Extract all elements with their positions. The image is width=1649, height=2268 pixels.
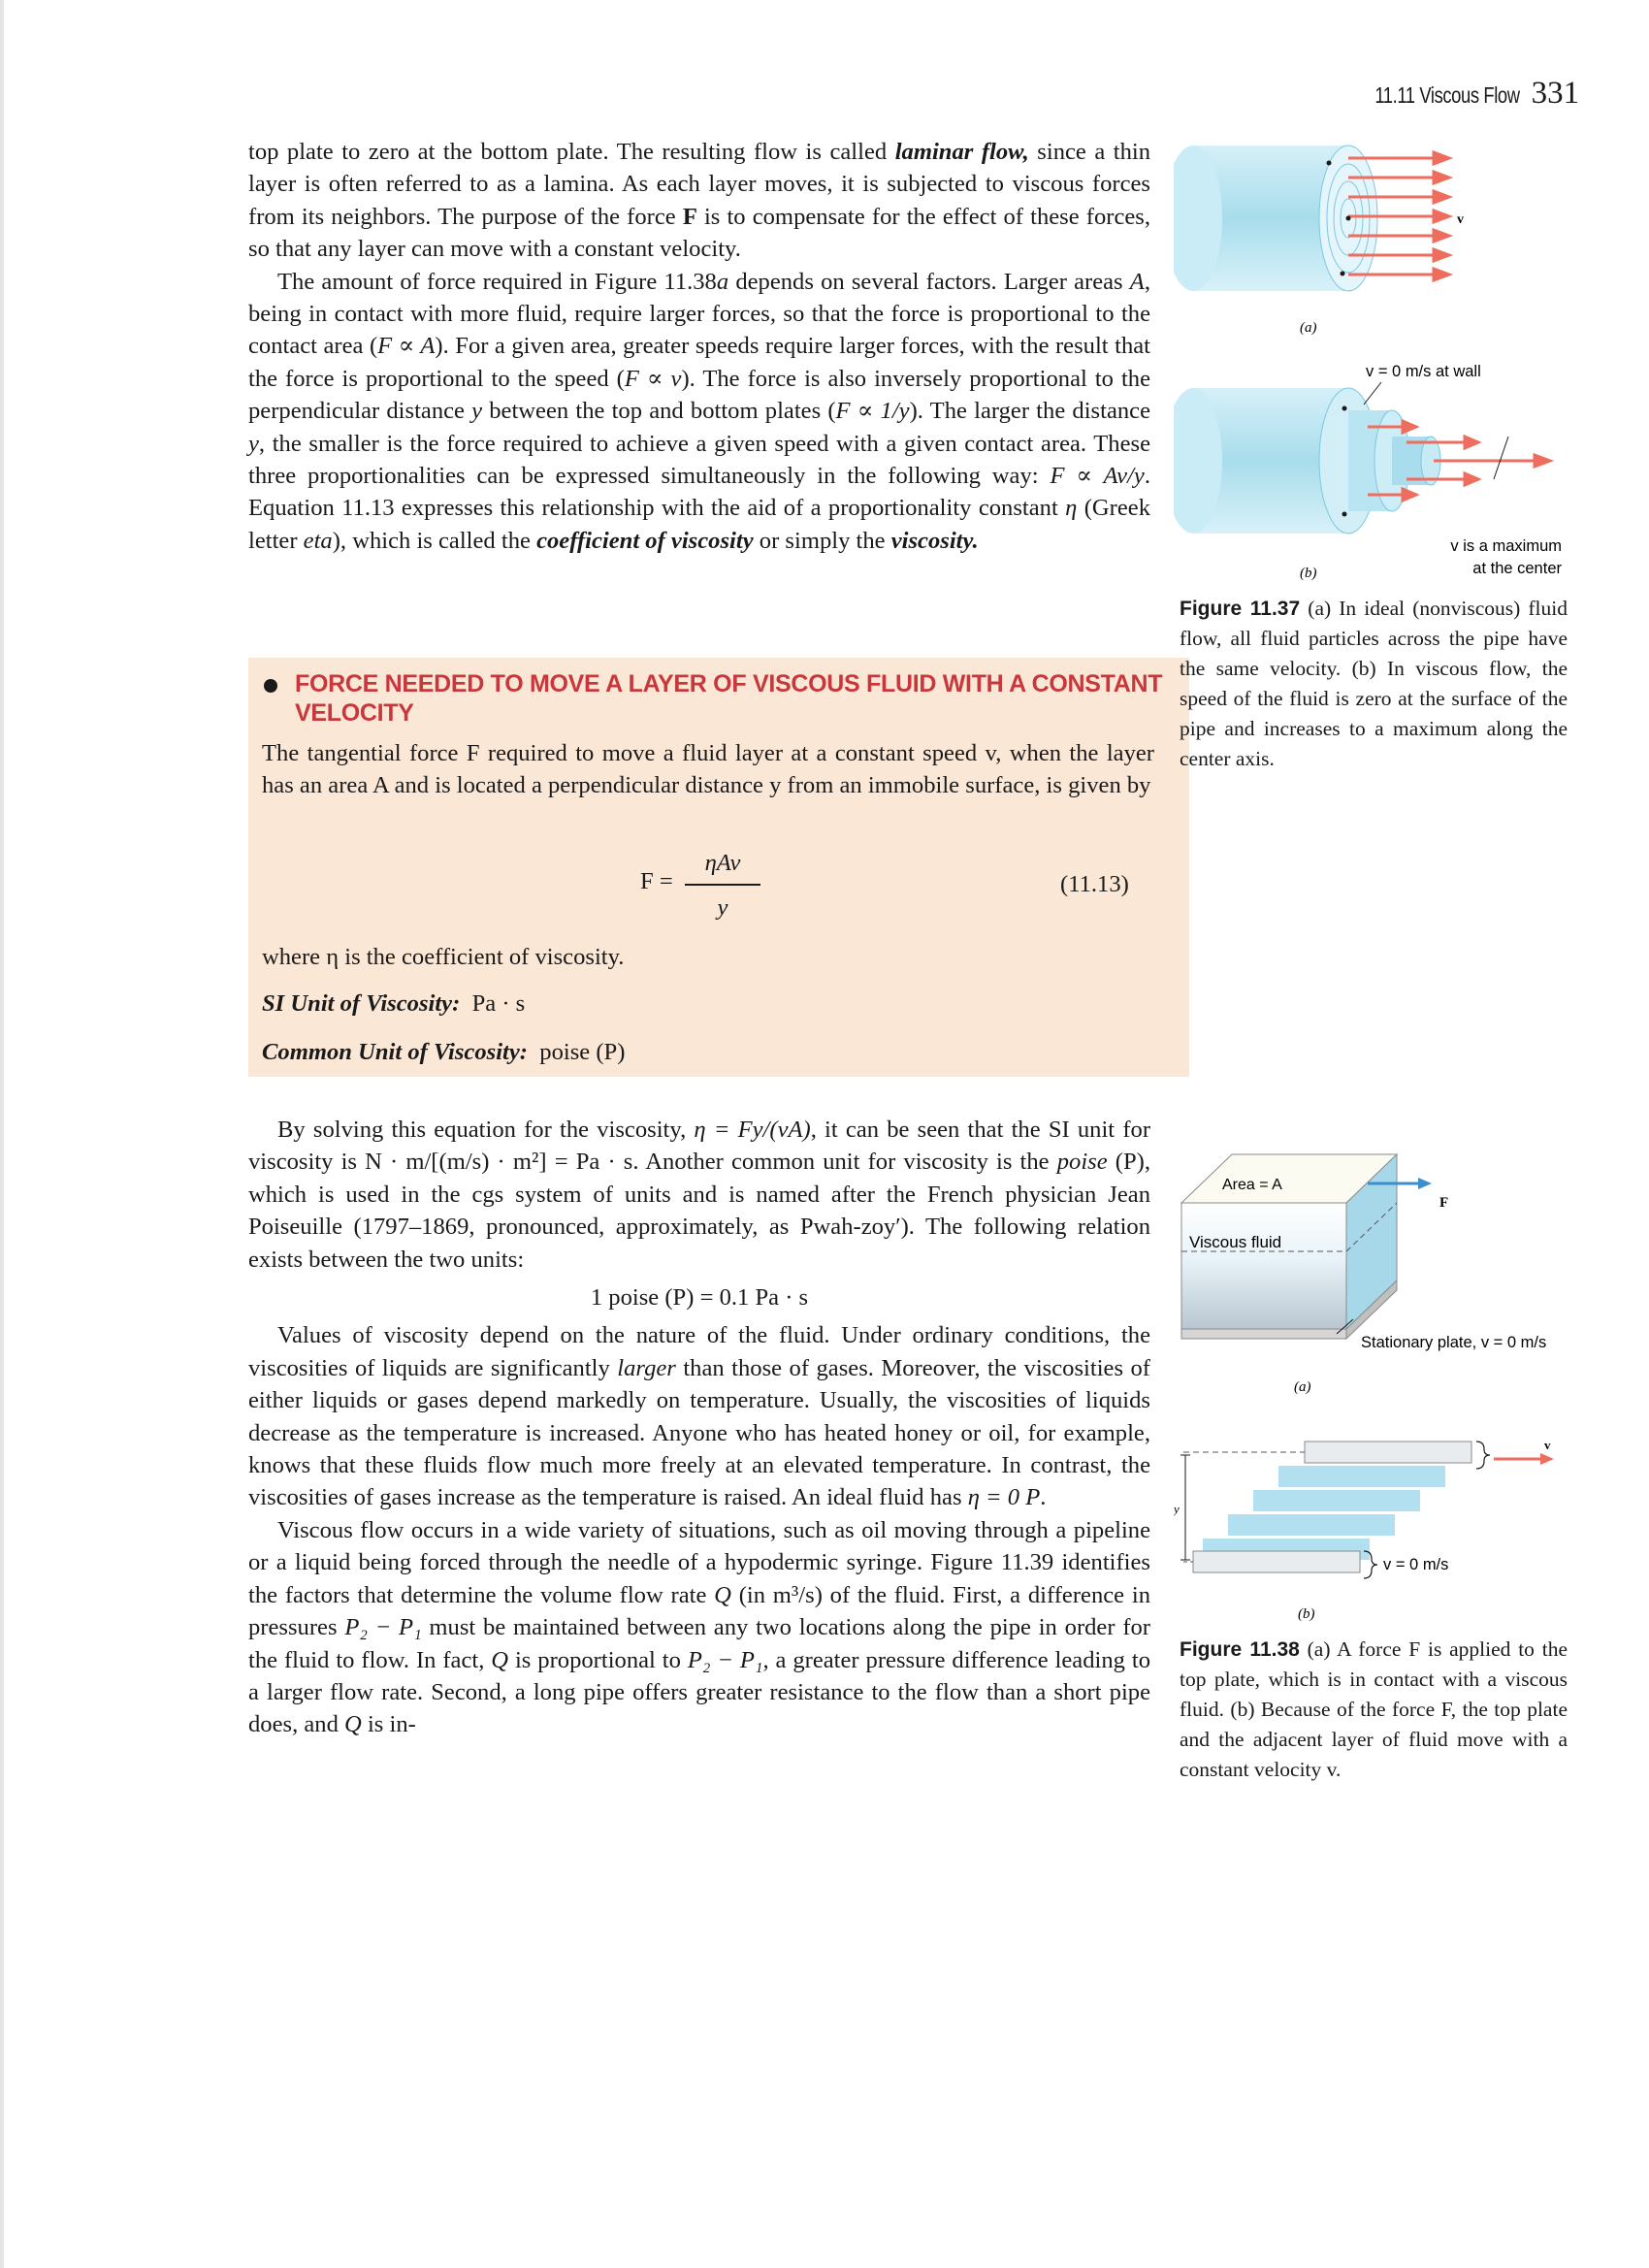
key-box-intro: The tangential force F required to move a fluid layer at a constant speed v, when the layer has an area A and is located a perpendicular distance y from an immobile surface, is given by bbox=[262, 740, 1154, 799]
key-box-heading: FORCE NEEDED TO MOVE A LAYER OF VISCOUS FLUID WITH A CONSTANT VELOCITY bbox=[262, 669, 1174, 728]
common-unit-line: Common Unit of Viscosity: poise (P) bbox=[262, 1039, 626, 1065]
figure-11-37 bbox=[1174, 126, 1591, 592]
equation-denominator: y bbox=[717, 894, 728, 921]
fig37-b-label: (b) bbox=[1300, 566, 1317, 581]
equation-lhs: F = bbox=[640, 868, 673, 894]
paragraph-2: The amount of force required in Figure 11.38a depends on several factors. Larger areas A, being in contact with more fluid, require larger forces, so that the force is proportional to the contact area (F ∝ A). For a given area, greater speeds require larger forces, with the result that the force is proportional to the speed (F ∝ v). The force is also inversely proportional to the perpendicular distance y between the top and bottom plates (F ∝ 1/y). The larger the distance y, the smaller is the force required to achieve a given speed with a given contact area. These three proportionalities can be expressed simultaneously in the following way: F ∝ Av/y. Equation 11.13 expresses this relationship with the aid of a proportionality constant η (Greek letter eta), which is called the coefficient of viscosity or simply the viscosity. bbox=[248, 268, 1151, 554]
page-header bbox=[1339, 76, 1580, 114]
poise-relation: 1 poise (P) = 0.1 Pa · s bbox=[590, 1284, 809, 1312]
top-brace bbox=[1476, 1442, 1490, 1469]
fraction-bar bbox=[685, 884, 760, 886]
paragraph-4: Values of viscosity depend on the nature of the fluid. Under ordinary conditions, the viscosities of liquids are significantly larger than those of gases. Moreover, the viscosities of either liquids or gases depend markedly on temperature. Usually, the viscosities of liquids decrease as the temperature is increased. Anyone who has heated honey or oil, for example, knows that these fluids flow much more freely at an elevated temperature. In contrast, the viscosities of gases increase as the temperature is raised. An ideal fluid has η = 0 P. bbox=[248, 1322, 1150, 1511]
fig37-v-label: v bbox=[1457, 212, 1464, 227]
figure-11-37-caption bbox=[1180, 594, 1568, 774]
fig38-v0-label: v = 0 m/s bbox=[1383, 1556, 1449, 1573]
body-text-bottom bbox=[248, 1114, 1150, 1741]
fig38-a-label: (a) bbox=[1294, 1379, 1311, 1395]
paragraph-1: top plate to zero at the bottom plate. The resulting flow is called laminar flow, since a thin layer is often referred to as a lamina. As each layer moves, it is subjected to viscous forces from its neighbors. The purpose of the force F is to compensate for the effect of these forces, so that any layer can move with a constant velocity. bbox=[248, 139, 1151, 263]
figure-11-37-label: Figure 11.37 bbox=[1180, 598, 1301, 620]
fluid-layers bbox=[1193, 1442, 1471, 1572]
equation-number: (11.13) bbox=[1060, 871, 1129, 897]
running-head: 11.11 Viscous Flow bbox=[1374, 82, 1520, 108]
fig37-a-label: (a) bbox=[1300, 320, 1317, 336]
paragraph-5: Viscous flow occurs in a wide variety of situations, such as oil moving through a pipeline or a liquid being forced through the needle of a hypodermic syringe. Figure 11.39 identifies the factors that determine the volume flow rate Q (in m³/s) of the fluid. First, a difference in pressures P₂ − P₁ must be maintained between any two locations along the pipe in order for the fluid to flow. In fact, Q is proportional to P₂ − P₁, a greater pressure difference leading to a larger flow rate. Second, a long pipe offers greater resistance to the flow than a short pipe does, and Q is in- bbox=[248, 1516, 1150, 1738]
wall-leader-line bbox=[1364, 382, 1381, 405]
page-number: 331 bbox=[1531, 76, 1580, 111]
figure-11-38-text: (a) A force F is applied to the top plate, which is in contact with a viscous fluid. (b) Because of the force F, the top plate and the adjacent layer of fluid move with a constant velocity v. bbox=[1180, 1637, 1568, 1781]
paragraph-3: By solving this equation for the viscosity, η = Fy/(vA), it can be seen that the SI unit for viscosity is N · m/[(m/s) · m²] = Pa · s. Another common unit for viscosity is the poise (P), which is used in the cgs system of units and is named after the French physician Jean Poiseuille (1797–1869, pronounced, approximately, as Pwah-zoy′). The following relation exists between the two units: bbox=[248, 1117, 1151, 1273]
body-text-top bbox=[248, 136, 1150, 557]
fig38-y-label: y bbox=[1174, 1502, 1180, 1516]
fig38-v-label: v bbox=[1544, 1438, 1551, 1452]
fig38-fluid-label: Viscous fluid bbox=[1189, 1233, 1282, 1251]
fig38-plate-label: Stationary plate, v = 0 m/s bbox=[1361, 1334, 1547, 1351]
fig38-F-label: F bbox=[1439, 1195, 1449, 1211]
figure-11-38-label: Figure 11.38 bbox=[1180, 1638, 1300, 1661]
si-unit-line: SI Unit of Viscosity: Pa · s bbox=[262, 990, 526, 1017]
figure-11-37-text: (a) In ideal (nonviscous) fluid flow, all fluid particles across the pipe have the same velocity. (b) In viscous flow, the speed of the fluid is zero at the surface of the pipe and increases to a maximum along the center axis. bbox=[1180, 597, 1568, 770]
fig37-center-label-2: at the center bbox=[1472, 560, 1562, 577]
figure-11-38-caption bbox=[1180, 1635, 1568, 1785]
viscous-flow-pipe bbox=[1174, 388, 1440, 534]
figure-11-38 bbox=[1174, 1145, 1600, 1630]
fig38-area-label: Area = A bbox=[1222, 1177, 1282, 1193]
scan-margin-line bbox=[0, 0, 4, 2268]
fig38-b-label: (b) bbox=[1298, 1606, 1315, 1622]
fig37-wall-label: v = 0 m/s at wall bbox=[1366, 363, 1481, 380]
key-box-where: where η is the coefficient of viscosity. bbox=[262, 944, 625, 970]
equation-numerator: ηAv bbox=[704, 850, 741, 876]
center-leader-line bbox=[1494, 437, 1508, 479]
bullet-icon bbox=[264, 679, 277, 693]
fig37-center-label-1: v is a maximum bbox=[1450, 537, 1562, 555]
